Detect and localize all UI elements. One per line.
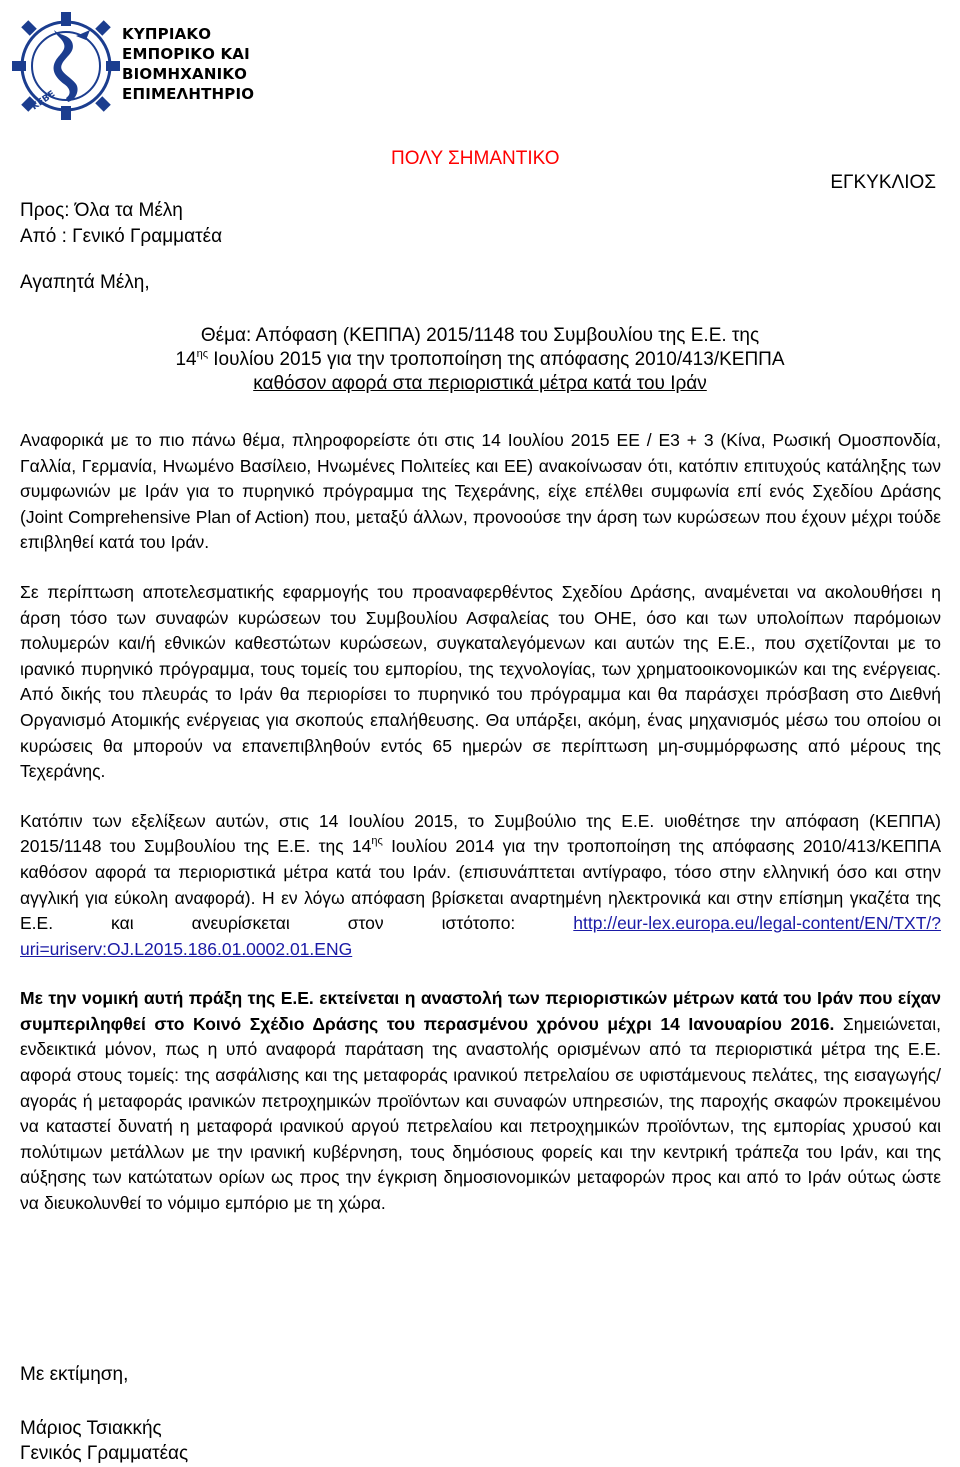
sender-line: Από : Γενικό Γραμματέα	[20, 226, 223, 247]
paragraph-3	[20, 809, 941, 963]
org-line-4: ΕΠΙΜΕΛΗΤΗΡΙΟ	[122, 85, 255, 103]
org-line-1: ΚΥΠΡΙΑΚΟ	[122, 25, 212, 43]
letter-body	[20, 428, 941, 1217]
paragraph-2: Σε περίπτωση αποτελεσματικής εφαρμογής του προαναφερθέντος Σχεδίου Δράσης, αναμένεται να ακολουθήσει η άρση τόσο των συναφών κυρώσεων του Συμβουλίου Ασφαλείας του ΟΗΕ, όσο και των υπολοίπων παρόμοιων πολυμερών και/ή εθνικών καθεστώτων κυρώσεων, συγκαταλεγόμενων και αυτών της Ε.Ε., που σχετίζονται με το ιρανικό πυρηνικό πρόγραμμα, τους τομείς του εμπορίου, της τεχνολογίας, των χρηματοοικονομικών και της ενέργειας. Από δικής του πλευράς το Ιράν θα περιορίσει το πυρηνικό του πρόγραμμα και θα παράσχει πρόσβαση στο Διεθνή Οργανισμό Ατομικής ενέργειας για σκοπούς επαλήθευσης. Θα υπάρξει, ακόμη, ένας μηχανισμός μέσω του οποίου οι κυρώσεις θα μπορούν να επανεπιβληθούν εντός 65 ημερών σε περίπτωση μη-συμμόρφωσης από μέρους της Τεχεράνης.	[20, 581, 941, 782]
gear-emblem-icon	[6, 6, 126, 124]
org-line-2: ΕΜΠΟΡΙΚΟ ΚΑΙ	[122, 45, 250, 63]
org-line-3: ΒΙΟΜΗΧΑΝΙΚΟ	[122, 65, 248, 83]
paragraph-1: Αναφορικά με το πιο πάνω θέμα, πληροφορείστε ότι στις 14 Ιουλίου 2015 ΕΕ / Ε3 + 3 (Κίνα, Ρωσική Ομοσπονδία, Γαλλία, Γερμανία, Ηνωμένο Βασίλειο, Ηνωμένες Πολιτείες και ΕΕ) ανακοίνωσαν ότι, κατόπιν επιτυχούς κατάληξης των συμφωνιών με Ιράν για το πυρηνικό πρόγραμμα της Τεχεράνης, είχε επέλθει συμφωνία επί ενός Σχεδίου Δράσης (Joint Comprehensive Plan of Action) που, μεταξύ άλλων, προνοούσε την άρση των κυρώσεων που έχουν μέχρι τούδε επιβληθεί κατά του Ιράν.	[20, 430, 941, 553]
subject-line-2	[20, 348, 940, 372]
salutation: Αγαπητά Μέλη,	[20, 272, 150, 293]
signature-block	[20, 1416, 188, 1466]
subject-line-2-text: Ιουλίου 2015 για την τροποποίηση της απόφασης 2010/413/ΚΕΠΠΑ	[208, 349, 785, 370]
circular-label: ΕΓΚΥΚΛΙΟΣ	[830, 172, 936, 193]
subject-day: 14	[175, 349, 197, 370]
recipient-line: Προς: Όλα τα Μέλη	[20, 200, 183, 221]
paragraph-4-bold: Με την νομική αυτή πράξη της Ε.Ε. εκτείνεται η αναστολή των περιοριστικών μέτρων κατά του Ιράν που είχαν συμπεριληφθεί στο Κοινό Σχέδιο Δράσης του περασμένου χρόνου μέχρι 14 Ιανουαρίου 2016.	[20, 988, 941, 1034]
paragraph-4-text: Σημειώνεται, ενδεικτικά μόνον, πως η υπό αναφορά παράταση της αναστολής ορισμένων από τα περιοριστικά μέτρα της Ε.Ε. αφορά στους τομείς: της ασφάλισης και της μεταφοράς ιρανικού πετρελαίου σε υφιστάμενους πελάτες, της εισαγωγής/αγοράς ή μεταφοράς ιρανικών πετροχημικών προϊόντων και συναφών υπηρεσιών, της παροχής σκαφών προκειμένου να καταστεί δυνατή η μεταφορά ιρανικού αργού πετρελαίου και πετροχημικών προϊόντων, της εμπορίας χρυσού και πολύτιμων μετάλλων με την ιρανική κυβέρνηση, τους δημόσιους φορείς και την κεντρική τράπεζα του Ιράν, και της αύξησης των κατώτατων ορίων ως προς την έγκριση δημοσιονομικών μεταφορών προς και από το Ιράν ούτως ώστε να διευκολυνθεί το νόμιμο εμπόριο με τη χώρα.	[20, 1013, 941, 1214]
paragraph-3-text-a: Κατόπιν των εξελίξεων αυτών, στις 14 Ιουλίου 2015, το Συμβούλιο της Ε.Ε. υιοθέτησε την απόφαση (ΚΕΠΠΑ) 2015/1148 του Συμβουλίου της Ε.Ε. της 14	[20, 810, 941, 857]
address-block	[20, 198, 222, 250]
signatory-name: Μάριος Τσιακκής	[20, 1418, 162, 1439]
importance-label: ΠΟΛΥ ΣΗΜΑΝΤΙΚΟ	[391, 148, 560, 169]
subject-block	[20, 324, 940, 396]
subject-ordinal: ης	[196, 348, 208, 360]
paragraph-3-ordinal: ης	[371, 835, 383, 848]
paragraph-3-text-b: Ιουλίου 2014 για την τροποποίηση της απόφασης 2010/413/ΚΕΠΠΑ καθόσον αφορά τα περιοριστικά μέτρα κατά του Ιράν. (επισυνάπτεται αντίγραφο, τόσο στην ελληνική όσο και στην αγγλική για εύκολη αναφορά). Η εν λόγω απόφαση βρίσκεται αναρτημένη ηλεκτρονικά και στην επίσημη γκαζέτα της Ε.Ε. και ανευρίσκεται στον ιστότοπο:	[20, 836, 941, 934]
chamber-logo	[6, 6, 126, 124]
organization-name	[122, 24, 254, 104]
subject-line-1: Θέμα: Απόφαση (ΚΕΠΠΑ) 2015/1148 του Συμβουλίου της Ε.Ε. της	[200, 325, 760, 346]
subject-line-3: καθόσον αφορά στα περιοριστικά μέτρα κατά του Ιράν	[253, 373, 707, 394]
closing-phrase: Με εκτίμηση,	[20, 1364, 129, 1385]
eur-lex-link[interactable]: http://eur-lex.europa.eu/legal-content/EN/TXT/?uri=uriserv:OJ.L2015.186.01.0002.01.ENG	[20, 913, 941, 959]
logo-letters: ΚΕΒΕ	[29, 89, 58, 113]
paragraph-4	[20, 986, 941, 1216]
signatory-title: Γενικός Γραμματέας	[20, 1443, 189, 1464]
